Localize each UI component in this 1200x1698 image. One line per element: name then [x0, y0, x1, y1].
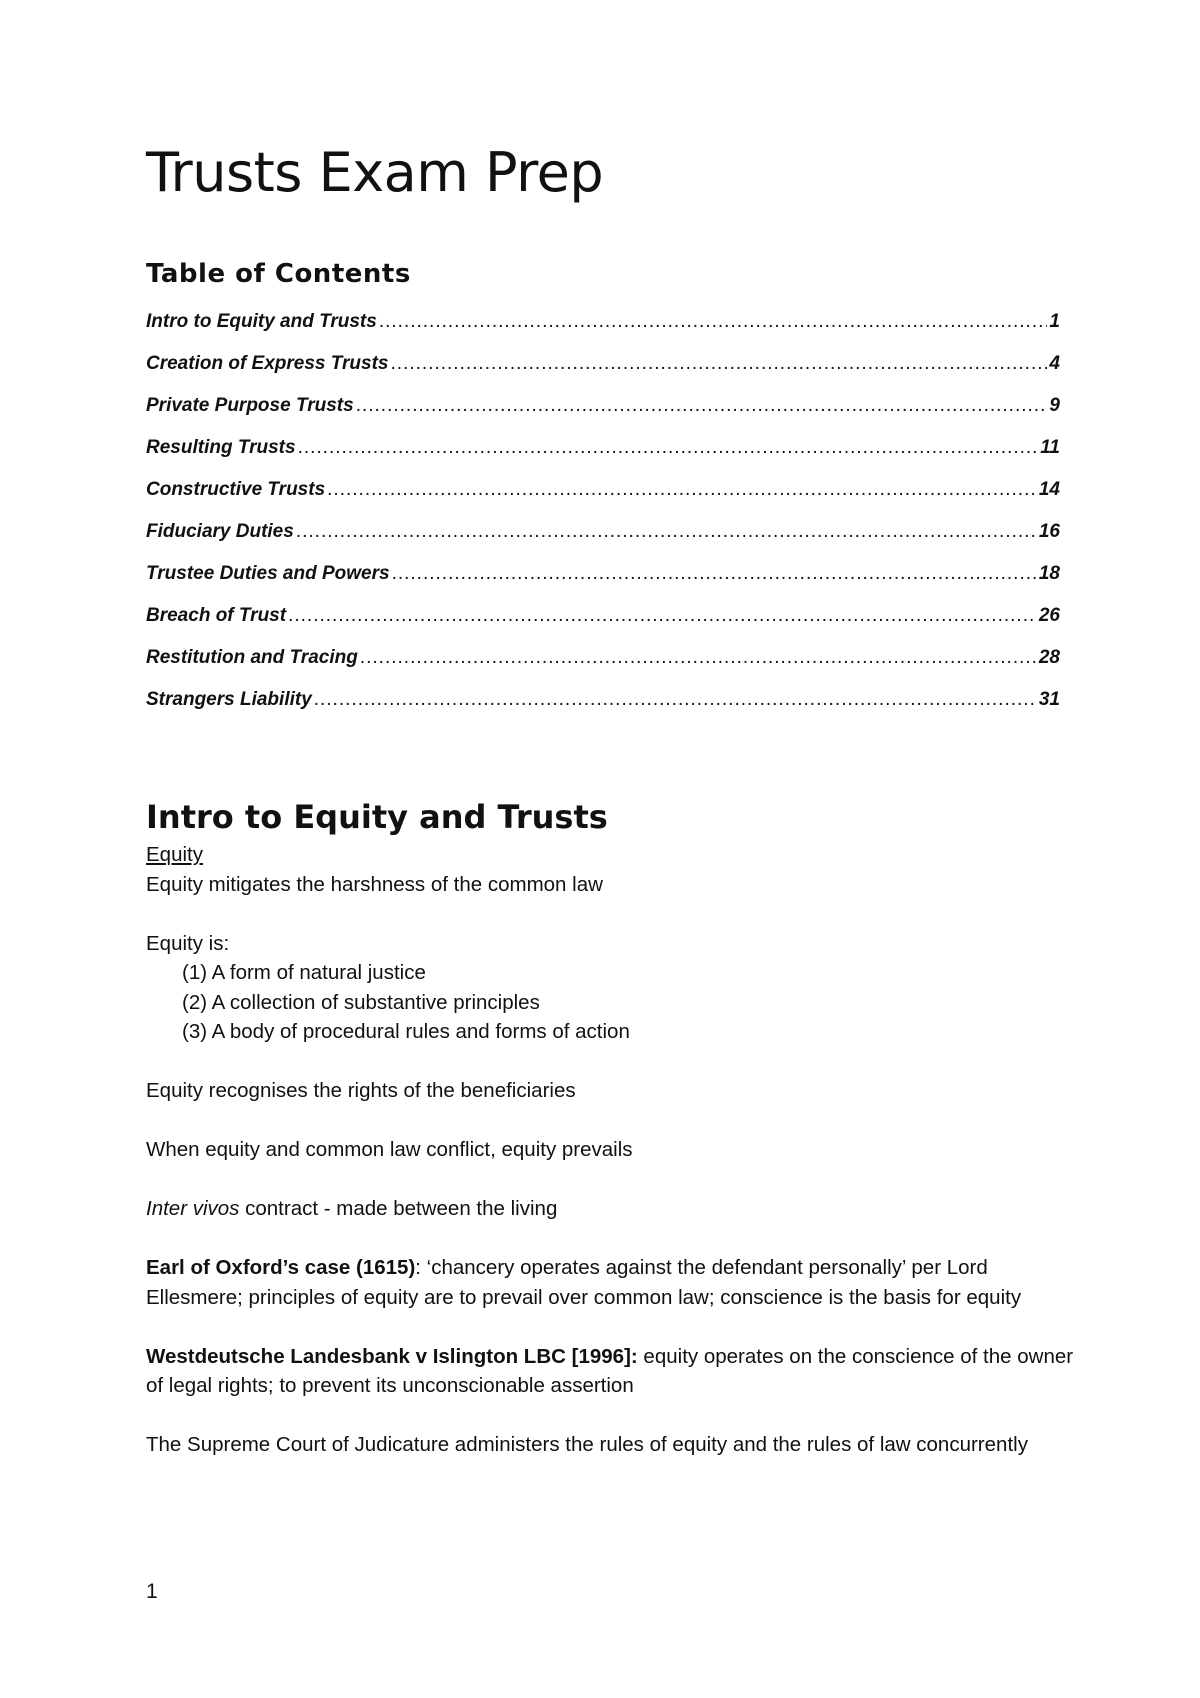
toc-entry[interactable] [146, 605, 1060, 647]
latin-term: Inter vivos [146, 1197, 240, 1220]
case-name: Westdeutsche Landesbank v Islington LBC [1996]: [146, 1344, 638, 1368]
toc-leader-dots [314, 689, 1037, 711]
paragraph-text: contract - made between the living [239, 1197, 558, 1220]
list-item-number: (1) [182, 961, 208, 984]
case-text: equity operates on the conscience of the owner of legal rights; to prevent its unconscionable assertion [146, 1344, 1074, 1397]
toc-entry[interactable] [146, 521, 1060, 563]
paragraph: Equity recognises the rights of the beneficiaries [146, 1079, 576, 1102]
toc-entry-page: 28 [1038, 647, 1060, 668]
toc-entry[interactable] [146, 437, 1060, 479]
table-of-contents [146, 311, 1060, 731]
toc-entry-page: 9 [1049, 395, 1060, 416]
case-text: : ‘chancery operates against the defendant personally’ per Lord Ellesmere; principles of equity are to prevail over common law; conscience is the basis for equity [146, 1256, 1022, 1309]
toc-leader-dots [391, 353, 1048, 375]
list-item-number: (3) [182, 1020, 208, 1043]
list-item-text: A body of procedural rules and forms of action [211, 1020, 630, 1043]
case-paragraph [146, 1342, 1076, 1401]
section-body [146, 840, 1076, 1489]
toc-entry[interactable] [146, 353, 1060, 395]
toc-entry-label: Private Purpose Trusts [146, 395, 354, 416]
toc-entry-label: Creation of Express Trusts [146, 353, 389, 374]
toc-entry-label: Trustee Duties and Powers [146, 563, 390, 584]
toc-heading: Table of Contents [146, 259, 411, 289]
paragraph: When equity and common law conflict, equity prevails [146, 1138, 633, 1161]
toc-entry[interactable] [146, 395, 1060, 437]
toc-entry-page: 1 [1049, 311, 1060, 332]
toc-leader-dots [356, 395, 1048, 417]
case-name: Earl of Oxford’s case (1615) [146, 1256, 416, 1279]
paragraph: The Supreme Court of Judicature administers the rules of equity and the rules of law concurrently [146, 1433, 1028, 1456]
toc-leader-dots [360, 647, 1037, 669]
paragraph [146, 1194, 1076, 1224]
list-item-text: A form of natural justice [211, 961, 426, 984]
toc-leader-dots [296, 521, 1037, 543]
toc-leader-dots [392, 563, 1037, 585]
toc-leader-dots [288, 605, 1037, 627]
list-item-number: (2) [182, 990, 208, 1014]
toc-entry-page: 14 [1038, 479, 1060, 500]
toc-entry[interactable] [146, 647, 1060, 689]
toc-entry-page: 11 [1040, 437, 1060, 458]
toc-leader-dots [379, 311, 1048, 333]
toc-entry-page: 18 [1038, 563, 1060, 584]
toc-entry-label: Constructive Trusts [146, 479, 326, 500]
toc-entry-label: Resulting Trusts [146, 437, 296, 458]
subheading [146, 840, 1076, 870]
toc-leader-dots [298, 437, 1039, 459]
toc-entry-label: Intro to Equity and Trusts [146, 311, 377, 332]
toc-entry-page: 4 [1049, 353, 1060, 374]
toc-entry-label: Fiduciary Duties [146, 521, 294, 542]
toc-entry-page: 26 [1038, 605, 1060, 626]
list-item [146, 958, 1076, 988]
toc-entry-page: 31 [1038, 689, 1060, 710]
subheading-text: Equity [146, 843, 203, 866]
paragraph: Equity mitigates the harshness of the common law [146, 872, 603, 896]
toc-leader-dots [327, 479, 1037, 501]
toc-entry-label: Breach of Trust [146, 605, 287, 626]
toc-entry-label: Restitution and Tracing [146, 647, 358, 668]
toc-entry[interactable] [146, 479, 1060, 521]
page-number: 1 [146, 1580, 158, 1603]
toc-entry[interactable] [146, 311, 1060, 353]
toc-entry[interactable] [146, 689, 1060, 731]
list-item [146, 1017, 1076, 1047]
numbered-list [146, 958, 1076, 1047]
case-paragraph [146, 1253, 1076, 1312]
document-title: Trusts Exam Prep [146, 141, 604, 204]
toc-entry-label: Strangers Liability [146, 689, 312, 710]
paragraph: Equity is: [146, 931, 230, 955]
list-item [146, 988, 1076, 1018]
toc-entry-page: 16 [1038, 521, 1060, 542]
list-item-text: A collection of substantive principles [211, 990, 540, 1014]
section-heading: Intro to Equity and Trusts [146, 798, 608, 836]
toc-entry[interactable] [146, 563, 1060, 605]
